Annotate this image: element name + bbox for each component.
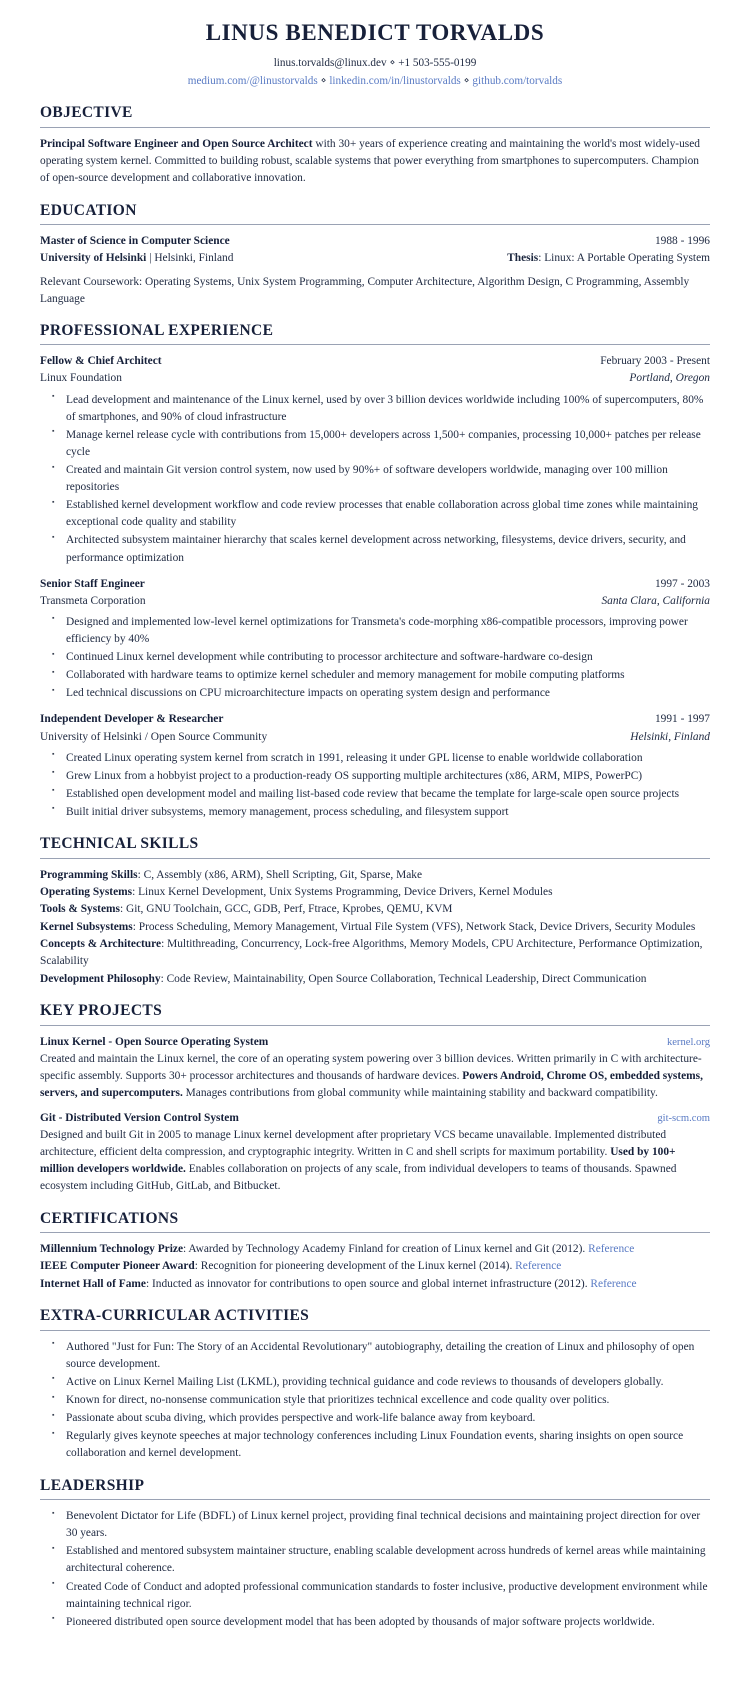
education-entry-row-secondary bbox=[40, 250, 710, 267]
thesis-value: : Linux: A Portable Operating System bbox=[538, 252, 710, 265]
education-coursework: Relevant Coursework: Operating Systems, Unix System Programming, Computer Architecture, Algorithm Design, C Programming, Assembly Language bbox=[40, 275, 690, 305]
leadership-list bbox=[40, 1508, 710, 1631]
experience-bullet-list bbox=[40, 392, 710, 567]
list-item: ▪ Authored "Just for Fun: The Story of an Accidental Revolutionary" autobiography, detailing the creation of Linux and philosophy of open source development. bbox=[66, 1339, 710, 1373]
certification-list bbox=[40, 1241, 710, 1293]
project-description-part-1: Designed and built Git in 2005 to manage Linux kernel development after proprietary VCS became unavailable. Implemented distributed architecture, efficient delta compression, and cryptographic integrity. Written in C and shell scripts for maximum portability. bbox=[40, 1129, 667, 1159]
skill-group bbox=[40, 901, 710, 918]
certification-name: Millennium Technology Prize bbox=[40, 1243, 184, 1256]
list-item: ▪ Established kernel development workflow and code review processes that enable collaboration across global time zones while maintaining exceptional code quality and stability bbox=[66, 497, 710, 531]
section-title-experience: PROFESSIONAL EXPERIENCE bbox=[40, 321, 274, 339]
education-entry-row-primary bbox=[40, 233, 710, 250]
experience-bullet-list bbox=[40, 614, 710, 703]
medium-profile-link[interactable]: medium.com/@linustorvalds bbox=[187, 74, 318, 87]
contact-line-links bbox=[40, 73, 710, 90]
project-link[interactable]: git-scm.com bbox=[657, 1113, 710, 1125]
skill-category: Development Philosophy bbox=[40, 972, 161, 985]
activities-list bbox=[40, 1339, 710, 1463]
list-item: ▪ Created Linux operating system kernel from scratch in 1991, releasing it under GPL license to enable worldwide collaboration bbox=[66, 750, 710, 767]
experience-entry-list bbox=[40, 353, 710, 821]
candidate-name: LINUS BENEDICT TORVALDS bbox=[205, 20, 545, 45]
experience-role: Independent Developer & Researcher bbox=[40, 713, 224, 726]
list-item: ▪ Pioneered distributed open source development model that has been adopted by thousands of major software projects worldwide. bbox=[66, 1614, 710, 1631]
email-text: linus.torvalds@linux.dev bbox=[273, 57, 387, 70]
project-header-row bbox=[40, 1034, 710, 1051]
section-divider bbox=[40, 224, 710, 225]
section-education bbox=[40, 202, 710, 308]
certification-description: : Awarded by Technology Academy Finland for creation of Linux kernel and Git (2012). bbox=[183, 1243, 589, 1256]
list-item: ▪ Regularly gives keynote speeches at major technology conferences including Linux Foundation events, sharing insights on open source collaboration and kernel development. bbox=[66, 1428, 710, 1462]
section-title-objective: OBJECTIVE bbox=[40, 104, 133, 122]
list-item: ▪ Architected subsystem maintainer hierarchy that scales kernel development across networking, filesystems, device drivers, security, and performance optimization bbox=[66, 532, 710, 566]
list-item: ▪ Designed and implemented low-level kernel optimizations for Transmeta's code-morphing x86-compatible processors, improving power efficiency by 40% bbox=[66, 614, 710, 648]
separator-diamond-icon: ⋄ bbox=[463, 74, 470, 85]
certification-reference-link[interactable]: Reference bbox=[588, 1243, 635, 1256]
list-item: ▪ Led technical discussions on CPU microarchitecture impacts on operating system design and performance bbox=[66, 685, 710, 702]
experience-bullet-list bbox=[40, 750, 710, 821]
section-experience bbox=[40, 322, 710, 821]
certification-name: Internet Hall of Fame bbox=[40, 1277, 146, 1290]
experience-entry bbox=[40, 576, 710, 703]
project-description-highlight: Used by 100+ million developers worldwide. bbox=[40, 1146, 676, 1176]
list-item: ▪ Benevolent Dictator for Life (BDFL) of Linux kernel project, providing final technical decisions and maintaining project direction for over 30 years. bbox=[66, 1508, 710, 1542]
list-item: ▪ Continued Linux kernel development while contributing to processor architecture and software-hardware co-design bbox=[66, 649, 710, 666]
skills-list bbox=[40, 867, 710, 988]
experience-dates: 1997 - 2003 bbox=[654, 577, 710, 590]
list-item: ▪ Collaborated with hardware teams to optimize kernel scheduler and memory management for mobile computing platforms bbox=[66, 667, 710, 684]
section-leadership bbox=[40, 1477, 710, 1631]
list-item: ▪ Lead development and maintenance of the Linux kernel, used by over 3 billion devices worldwide including 100% of supercomputers, 80% of smartphones, and 90% of cloud infrastructure bbox=[66, 392, 710, 426]
experience-role: Fellow & Chief Architect bbox=[40, 355, 162, 368]
section-title-skills: TECHNICAL SKILLS bbox=[40, 835, 199, 853]
experience-company: Transmeta Corporation bbox=[40, 594, 146, 607]
project-name: Git - Distributed Version Control System bbox=[40, 1112, 239, 1125]
certification-item bbox=[40, 1258, 710, 1275]
section-divider bbox=[40, 1499, 710, 1500]
education-school-line bbox=[40, 250, 233, 267]
education-degree: Master of Science in Computer Science bbox=[40, 235, 230, 248]
section-divider bbox=[40, 1232, 710, 1233]
experience-entry-row-secondary bbox=[40, 593, 710, 610]
list-item: ▪ Established open development model and mailing list-based code review that became the template for large-scale open source projects bbox=[66, 786, 710, 803]
skill-category: Concepts & Architecture bbox=[40, 938, 162, 950]
project-description-part-2: Manages contributions from global community while maintaining stability and backward compatibility. bbox=[182, 1086, 658, 1099]
skill-values: : Linux Kernel Development, Unix Systems Programming, Device Drivers, Kernel Modules bbox=[132, 886, 553, 899]
skill-group bbox=[40, 884, 710, 901]
experience-entry-row-secondary bbox=[40, 729, 710, 746]
skill-values: : Multithreading, Concurrency, Lock-free Algorithms, Memory Models, CPU Architecture, Performance Optimization, Scalability bbox=[40, 938, 703, 968]
list-item: ▪ Grew Linux from a hobbyist project to a production-ready OS supporting multiple architectures (x86, ARM, MIPS, PowerPC) bbox=[66, 768, 710, 785]
experience-location: Portland, Oregon bbox=[629, 372, 710, 385]
experience-company: Linux Foundation bbox=[40, 372, 122, 385]
experience-dates: 1991 - 1997 bbox=[654, 713, 710, 726]
certification-item bbox=[40, 1241, 710, 1258]
list-item: ▪ Created and maintain Git version control system, now used by 90%+ of software developers worldwide, managing over 100 million repositories bbox=[66, 462, 710, 496]
skill-values: : Process Scheduling, Memory Management, Virtual File System (VFS), Network Stack, Device Drivers, Security Modules bbox=[132, 920, 696, 933]
experience-entry bbox=[40, 711, 710, 821]
objective-paragraph bbox=[40, 136, 710, 188]
section-title-certifications: CERTIFICATIONS bbox=[40, 1209, 179, 1227]
section-divider bbox=[40, 858, 710, 859]
section-title-education: EDUCATION bbox=[40, 201, 137, 219]
certification-name: IEEE Computer Pioneer Award bbox=[40, 1260, 195, 1273]
experience-location: Santa Clara, California bbox=[601, 594, 710, 607]
section-divider bbox=[40, 127, 710, 128]
section-activities bbox=[40, 1307, 710, 1462]
section-skills bbox=[40, 835, 710, 988]
skill-category: Programming Skills bbox=[40, 868, 138, 881]
skill-group bbox=[40, 919, 710, 936]
experience-entry-row-primary bbox=[40, 576, 710, 593]
list-item: ▪ Manage kernel release cycle with contributions from 15,000+ developers across 1,500+ companies, processing 10,000+ patches per release cycle bbox=[66, 427, 710, 461]
section-title-activities: EXTRA-CURRICULAR ACTIVITIES bbox=[40, 1307, 310, 1325]
experience-entry-row-primary bbox=[40, 711, 710, 728]
education-entry bbox=[40, 233, 710, 307]
objective-lead: Principal Software Engineer and Open Source Architect bbox=[40, 137, 313, 150]
section-projects bbox=[40, 1002, 710, 1196]
experience-dates: February 2003 - Present bbox=[600, 355, 710, 368]
list-item: ▪ Active on Linux Kernel Mailing List (LKML), providing technical guidance and code reviews to thousands of developers globally. bbox=[66, 1374, 710, 1391]
certification-description: : Recognition for pioneering development of the Linux kernel (2014). bbox=[194, 1260, 516, 1273]
list-item: ▪ Created Code of Conduct and adopted professional communication standards to foster inclusive, productive development environment while maintaining technical rigor. bbox=[66, 1579, 710, 1613]
contact-line-primary bbox=[40, 55, 710, 72]
section-divider bbox=[40, 1025, 710, 1026]
project-description bbox=[40, 1127, 710, 1195]
skill-group bbox=[40, 867, 710, 884]
separator-diamond-icon: ⋄ bbox=[389, 57, 396, 68]
experience-company: University of Helsinki / Open Source Community bbox=[40, 730, 268, 743]
skill-values: : C, Assembly (x86, ARM), Shell Scripting, Git, Sparse, Make bbox=[137, 868, 423, 881]
section-title-leadership: LEADERSHIP bbox=[40, 1476, 145, 1494]
certification-reference-link[interactable]: Reference bbox=[515, 1260, 562, 1273]
skill-group bbox=[40, 936, 710, 971]
experience-entry-row-primary bbox=[40, 353, 710, 370]
skill-category: Tools & Systems bbox=[40, 903, 120, 916]
project-description-part-2: Enables collaboration on projects of any scale, from individual developers to teams of thousands. Spawned ecosystem including GitHub, GitLab, and Bitbucket. bbox=[40, 1163, 677, 1193]
linkedin-profile-link[interactable]: linkedin.com/in/linustorvalds bbox=[329, 74, 461, 87]
certification-reference-link[interactable]: Reference bbox=[590, 1277, 637, 1290]
project-name: Linux Kernel - Open Source Operating System bbox=[40, 1035, 269, 1048]
project-header-row bbox=[40, 1110, 710, 1127]
list-item: ▪ Established and mentored subsystem maintainer structure, enabling scalable development across hundreds of kernel areas while maintaining architectural coherence. bbox=[66, 1543, 710, 1577]
separator-diamond-icon: ⋄ bbox=[320, 74, 327, 85]
certification-description: : Inducted as innovator for contributions to open source and global internet infrastructure (2012). bbox=[145, 1277, 591, 1290]
list-item: ▪ Built initial driver subsystems, memory management, process scheduling, and filesystem support bbox=[66, 804, 710, 821]
education-location: Helsinki, Finland bbox=[154, 252, 234, 265]
project-description bbox=[40, 1051, 710, 1102]
skill-values: : Code Review, Maintainability, Open Source Collaboration, Technical Leadership, Direct Communication bbox=[160, 972, 647, 985]
skill-group bbox=[40, 971, 710, 988]
section-title-projects: KEY PROJECTS bbox=[40, 1001, 163, 1019]
list-item: ▪ Known for direct, no-nonsense communication style that prioritizes technical excellence and code quality over politics. bbox=[66, 1392, 710, 1409]
education-thesis bbox=[495, 250, 710, 267]
certification-item bbox=[40, 1276, 710, 1293]
github-profile-link[interactable]: github.com/torvalds bbox=[472, 74, 563, 87]
experience-entry-row-secondary bbox=[40, 370, 710, 387]
section-divider bbox=[40, 1330, 710, 1331]
experience-location: Helsinki, Finland bbox=[630, 730, 710, 743]
resume-header bbox=[40, 14, 710, 90]
thesis-label: Thesis bbox=[507, 252, 539, 265]
phone-text: +1 503-555-0199 bbox=[398, 57, 477, 70]
experience-entry bbox=[40, 353, 710, 566]
education-dates: 1988 - 1996 bbox=[654, 235, 710, 248]
experience-role: Senior Staff Engineer bbox=[40, 577, 145, 590]
skill-category: Operating Systems bbox=[40, 886, 133, 899]
skill-category: Kernel Subsystems bbox=[40, 920, 133, 933]
list-item: ▪ Passionate about scuba diving, which provides perspective and work-life balance away from keyboard. bbox=[66, 1410, 710, 1427]
section-certifications bbox=[40, 1210, 710, 1294]
section-divider bbox=[40, 344, 710, 345]
objective-rest: with 30+ years of experience creating and maintaining the world's most widely-used operating system kernel. Committed to building robust, scalable systems that power everything from smartphones to supercomputers. Champion of open-source development and collaborative innovation. bbox=[40, 137, 700, 185]
project-description-part-1: Created and maintain the Linux kernel, the core of an operating system powering over 3 billion devices. Written primarily in C with architecture-specific assembly. Supports 30+ processor architectures and thousands of hardware devices. bbox=[40, 1052, 702, 1082]
project-entry bbox=[40, 1110, 710, 1196]
project-link[interactable]: kernel.org bbox=[666, 1036, 710, 1048]
section-objective bbox=[40, 104, 710, 188]
education-school: University of Helsinki bbox=[40, 252, 147, 265]
project-entry bbox=[40, 1034, 710, 1102]
project-description-highlight: Powers Android, Chrome OS, embedded systems, servers, and supercomputers. bbox=[40, 1069, 703, 1099]
skill-values: : Git, GNU Toolchain, GCC, GDB, Perf, Ftrace, Kprobes, QEMU, KVM bbox=[119, 903, 453, 916]
education-school-separator: | bbox=[146, 252, 155, 265]
